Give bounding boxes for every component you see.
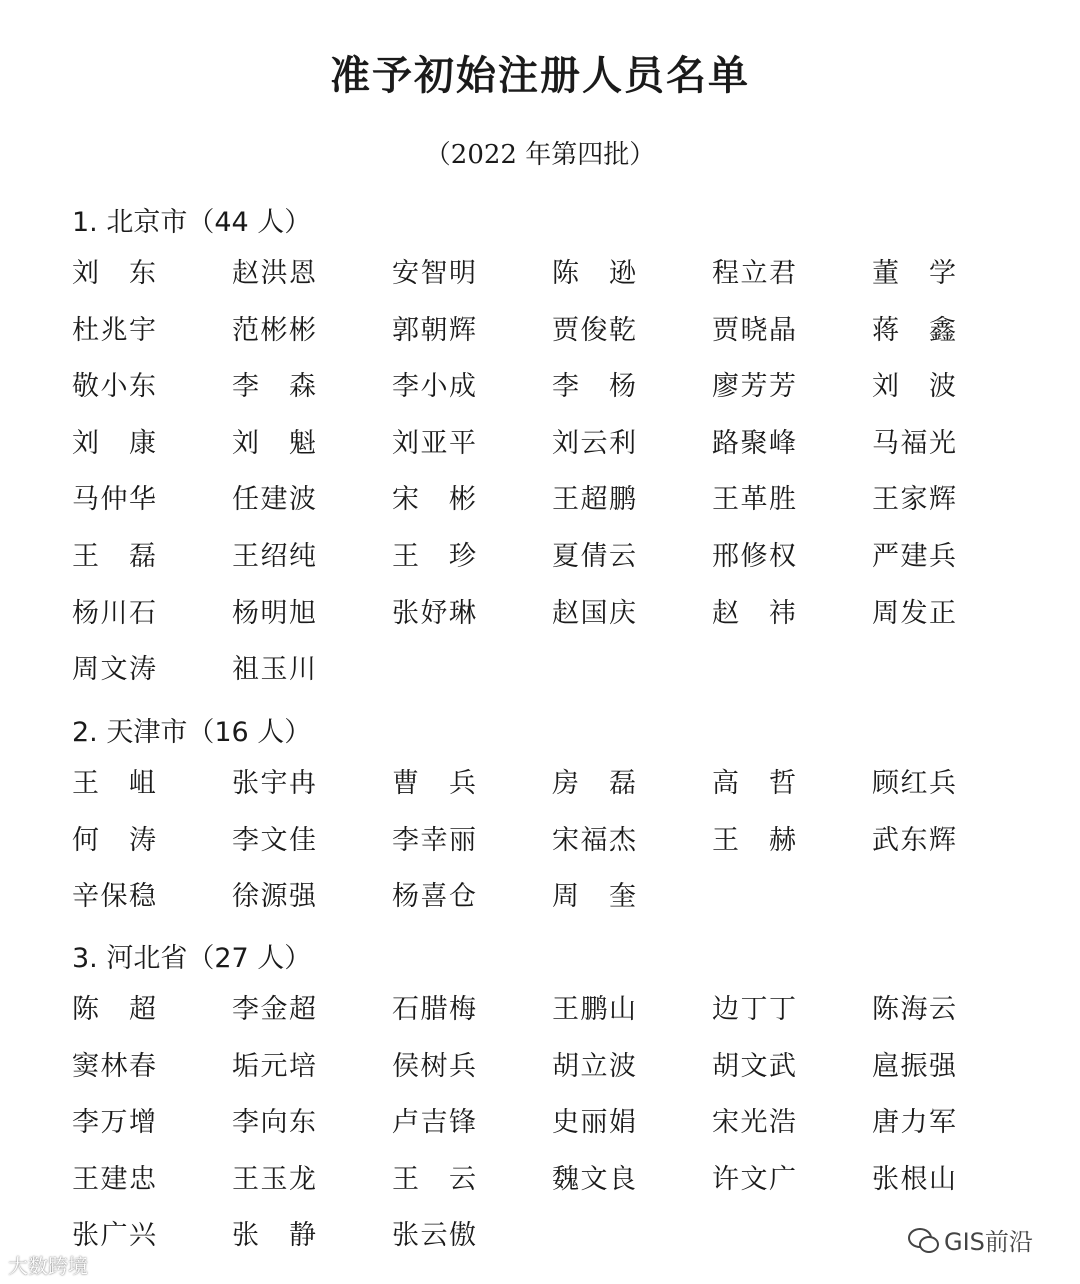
- name-entry: 顾 红 兵: [872, 768, 956, 799]
- name-entry: 许 文 广: [712, 1163, 796, 1195]
- name-entry: 刘 魁: [232, 427, 316, 459]
- name-entry: 王 云: [392, 1163, 476, 1195]
- name-entry: 垢 元 培: [232, 1050, 316, 1082]
- name-entry: 路 聚 峰: [712, 427, 796, 459]
- name-entry: 陈 超: [72, 994, 156, 1025]
- name-entry: 董 学: [872, 258, 956, 289]
- name-entry: 贾 晓 晶: [712, 314, 796, 346]
- name-grid-beijing: [72, 258, 972, 711]
- name-entry: 王 岨: [72, 768, 156, 799]
- name-entry: 李 森: [232, 371, 316, 403]
- name-entry: 辛 保 稳: [72, 881, 156, 913]
- name-entry: 张 宇 冉: [232, 768, 316, 799]
- watermark-left: 大数跨境: [8, 1254, 88, 1278]
- name-entry: 赵 洪 恩: [232, 258, 316, 289]
- name-entry: 周 文 涛: [72, 654, 156, 686]
- name-entry: 任 建 波: [232, 484, 316, 516]
- name-entry: 王 玉 龙: [232, 1163, 316, 1195]
- name-entry: 刘 亚 平: [392, 427, 476, 459]
- name-entry: 张 云 傲: [392, 1220, 476, 1252]
- name-entry: 杨 喜 仓: [392, 881, 476, 913]
- name-entry: 高 哲: [712, 768, 796, 799]
- name-entry: 边 丁 丁: [712, 994, 796, 1025]
- name-entry: 王 绍 纯: [232, 540, 316, 572]
- name-entry: 杨 明 旭: [232, 597, 316, 629]
- name-entry: 曹 兵: [392, 768, 476, 799]
- name-entry: 张 静: [232, 1220, 316, 1252]
- name-entry: 刘 东: [72, 258, 156, 289]
- name-entry: 周 发 正: [872, 597, 956, 629]
- name-entry: 蒋 鑫: [872, 314, 956, 346]
- name-entry: 周 奎: [552, 881, 636, 913]
- name-entry: 王 革 胜: [712, 484, 796, 516]
- name-entry: 李 万 增: [72, 1107, 156, 1139]
- name-entry: 廖 芳 芳: [712, 371, 796, 403]
- name-entry: 卢 吉 锋: [392, 1107, 476, 1139]
- name-entry: 邢 修 权: [712, 540, 796, 572]
- name-entry: 胡 立 波: [552, 1050, 636, 1082]
- name-entry: 范 彬 彬: [232, 314, 316, 346]
- watermark-right-label: GIS前沿: [944, 1228, 1033, 1256]
- wechat-icon: [908, 1228, 938, 1252]
- name-entry: 马 福 光: [872, 427, 956, 459]
- watermark-right: [908, 1222, 1033, 1257]
- name-entry: 王 建 忠: [72, 1163, 156, 1195]
- name-entry: 宋 光 浩: [712, 1107, 796, 1139]
- name-entry: 郭 朝 辉: [392, 314, 476, 346]
- name-entry: 张 根 山: [872, 1163, 956, 1195]
- name-entry: 李 杨: [552, 371, 636, 403]
- name-entry: 刘 波: [872, 371, 956, 403]
- name-entry: 安 智 明: [392, 258, 476, 289]
- name-entry: 徐 源 强: [232, 881, 316, 913]
- name-entry: 石 腊 梅: [392, 994, 476, 1025]
- name-entry: 敬 小 东: [72, 371, 156, 403]
- name-entry: 杜 兆 宇: [72, 314, 156, 346]
- name-entry: 严 建 兵: [872, 540, 956, 572]
- name-entry: 夏 倩 云: [552, 540, 636, 572]
- section-heading-tianjin: 2. 天津市（16 人）: [72, 717, 312, 748]
- name-entry: 赵 国 庆: [552, 597, 636, 629]
- name-entry: 李 金 超: [232, 994, 316, 1025]
- name-entry: 李 文 佳: [232, 824, 316, 856]
- name-entry: 王 家 辉: [872, 484, 956, 516]
- name-entry: 魏 文 良: [552, 1163, 636, 1195]
- name-entry: 侯 树 兵: [392, 1050, 476, 1082]
- name-entry: 李 幸 丽: [392, 824, 476, 856]
- name-entry: 史 丽 娟: [552, 1107, 636, 1139]
- name-entry: 赵 祎: [712, 597, 796, 629]
- name-entry: 胡 文 武: [712, 1050, 796, 1082]
- name-entry: 李 小 成: [392, 371, 476, 403]
- name-entry: 张 妤 琳: [392, 597, 476, 629]
- name-entry: 王 超 鹏: [552, 484, 636, 516]
- name-entry: 刘 云 利: [552, 427, 636, 459]
- name-entry: 程 立 君: [712, 258, 796, 289]
- name-entry: 李 向 东: [232, 1107, 316, 1139]
- name-entry: 王 珍: [392, 540, 476, 572]
- section-heading-beijing: 1. 北京市（44 人）: [72, 207, 312, 238]
- name-entry: 张 广 兴: [72, 1220, 156, 1252]
- section-heading-hebei: 3. 河北省（27 人）: [72, 943, 312, 974]
- name-entry: 祖 玉 川: [232, 654, 316, 686]
- name-entry: 武 东 辉: [872, 824, 956, 856]
- name-grid-tianjin: [72, 768, 972, 938]
- name-entry: 王 磊: [72, 540, 156, 572]
- name-entry: 房 磊: [552, 768, 636, 799]
- name-entry: 王 赫: [712, 824, 796, 856]
- page-title: 准予初始注册人员名单: [330, 52, 750, 99]
- name-entry: 窦 林 春: [72, 1050, 156, 1082]
- name-entry: 陈 逊: [552, 258, 636, 289]
- name-entry: 王 鹏 山: [552, 994, 636, 1025]
- name-grid-hebei: [72, 994, 972, 1277]
- name-entry: 扈 振 强: [872, 1050, 956, 1082]
- name-entry: 何 涛: [72, 824, 156, 856]
- name-entry: 唐 力 军: [872, 1107, 956, 1139]
- name-entry: 贾 俊 乾: [552, 314, 636, 346]
- page-subtitle: （2022 年第四批）: [424, 140, 656, 170]
- name-entry: 宋 彬: [392, 484, 476, 516]
- name-entry: 宋 福 杰: [552, 824, 636, 856]
- name-entry: 杨 川 石: [72, 597, 156, 629]
- name-entry: 刘 康: [72, 427, 156, 459]
- name-entry: 陈 海 云: [872, 994, 956, 1025]
- name-entry: 马 仲 华: [72, 484, 156, 516]
